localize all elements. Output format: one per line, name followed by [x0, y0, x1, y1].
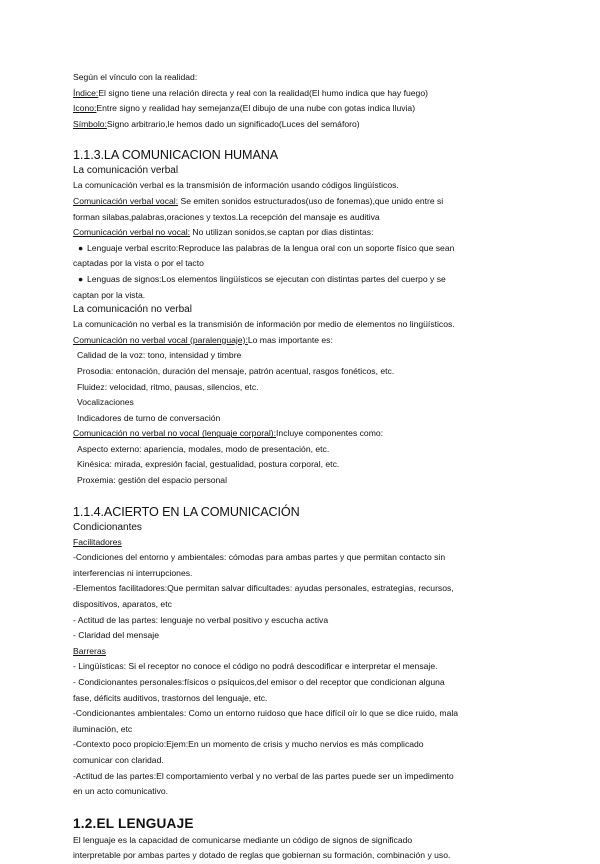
signs-intro: Según el vínculo con la realidad:	[73, 72, 198, 82]
verbal-novocal-line	[73, 225, 533, 241]
facilitadores-line: dispositivos, aparatos, etc	[73, 599, 172, 610]
verbal-novocal-text: No utilizan sonidos,se captan por dias distintas:	[190, 227, 374, 238]
barreras-line: -Contexto poco propicio:Ejem:En un momento de crisis y mucho nervios es más complicado	[73, 739, 424, 750]
bullet-signos-line2: captan por la vista.	[73, 289, 146, 300]
heading-comunicacion-no-verbal: La comunicación no verbal	[73, 304, 192, 316]
icono-text: Entre signo y realidad hay semejanza(El dibujo de una nube con gotas indica lluvia)	[96, 103, 416, 114]
bullet-icon: ●	[78, 273, 84, 284]
paralenguaje-item: Indicadores de turno de conversación	[77, 412, 221, 423]
paralenguaje-item: Vocalizaciones	[77, 397, 134, 408]
heading-condicionantes: Condicionantes	[73, 521, 142, 533]
corporal-label: Comunicación no verbal no vocal (lenguaje corporal):	[73, 428, 277, 439]
facilitadores-line: -Condiciones del entorno y ambientales: cómodas para ambas partes y que permitan contacto sin	[73, 552, 446, 563]
barreras-line: -Actitud de las partes:El comportamiento verbal y no verbal de las partes puede ser un impedimento	[73, 770, 454, 781]
barreras-line: en un acto comunicativo.	[73, 786, 169, 797]
section-title-comunicacion-humana: 1.1.3.LA COMUNICACION HUMANA	[73, 148, 279, 163]
section-title-lenguaje: 1.2.EL LENGUAJE	[73, 815, 194, 831]
bullet-escrito-text: Lenguaje verbal escrito:Reproduce las palabras de la lengua oral con un soporte físico que sean	[87, 242, 455, 253]
facilitadores-line: interferencias ni interrupciones.	[73, 567, 193, 578]
heading-comunicacion-verbal: La comunicación verbal	[73, 165, 179, 177]
bullet-escrito-line2: captadas por la vista o por el tacto	[73, 258, 204, 269]
corporal-text: Incluye componentes como:	[276, 428, 384, 439]
indice-label: Índice:	[73, 87, 99, 98]
document-page	[73, 70, 533, 864]
verbal-vocal-label: Comunicación verbal vocal:	[73, 195, 179, 206]
paralenguaje-line	[73, 333, 533, 349]
facilitadores-line: - Claridad del mensaje	[73, 630, 159, 641]
verbal-definition: La comunicación verbal es la transmisión de información usando códigos lingüísticos.	[73, 180, 399, 191]
noverbal-definition: La comunicación no verbal es la transmisión de información por medio de elementos no lingüísticos.	[73, 319, 455, 330]
barreras-label: Barreras	[73, 645, 106, 656]
barreras-line: comunicar con claridad.	[73, 754, 164, 765]
facilitadores-line: - Actitud de las partes: lenguaje no verbal positivo y escucha activa	[73, 614, 329, 625]
barreras-line: fase, déficits auditivos, trastornos del lenguaje, etc.	[73, 692, 268, 703]
corporal-line	[73, 426, 533, 442]
bullet-signos-line1	[73, 272, 533, 288]
section-title-acierto: 1.1.4.ACIERTO EN LA COMUNICACIÓN	[73, 504, 300, 519]
bullet-escrito-line1	[73, 241, 533, 257]
paralenguaje-item: Calidad de la voz: tono, intensidad y timbre	[77, 350, 242, 361]
corporal-item: Aspecto externo: apariencia, modales, modo de presentación, etc.	[77, 443, 330, 454]
facilitadores-label: Facilitadores	[73, 536, 122, 547]
barreras-line: - Condicionantes personales:físicos o psíquicos,del emisor o del receptor que condicionan alguna	[73, 677, 445, 687]
verbal-vocal-text: Se emiten sonidos estructurados(uso de fonemas),que unido entre si	[178, 195, 444, 206]
barreras-line: iluminación, etc	[73, 723, 133, 734]
facilitadores-line: -Elementos facilitadores:Que permitan salvar dificultades: ayudas personales, estrategias, recursos,	[73, 583, 454, 594]
paralenguaje-label: Comunicación no verbal vocal (paralenguaje):	[73, 334, 248, 345]
verbal-novocal-label: Comunicación verbal no vocal:	[73, 227, 191, 238]
verbal-vocal-line1	[73, 194, 533, 210]
corporal-item: Proxemia: gestión del espacio personal	[77, 475, 228, 486]
sign-indice	[73, 86, 533, 102]
corporal-item: Kinésica: mirada, expresión facial, gestualidad, postura corporal, etc.	[77, 459, 340, 470]
simbolo-text: Signo arbitrario,le hemos dado un significado(Luces del semáforo)	[106, 118, 360, 129]
indice-text: El signo tiene una relación directa y real con la realidad(El humo indica que hay fuego)	[98, 87, 428, 98]
lenguaje-line: interpretable por ambas partes y dotado de reglas que gobiernan su formación, combinación y uso.	[73, 850, 451, 861]
bullet-signos-text: Lenguas de signos:Los elementos lingüísticos se ejecutan con distintas partes del cuerpo y se	[87, 273, 446, 284]
lenguaje-line: El lenguaje es la capacidad de comunicarse mediante un código de signos de significado	[73, 834, 413, 845]
simbolo-label: Símbolo:	[73, 118, 107, 129]
bullet-icon: ●	[78, 242, 84, 253]
paralenguaje-item: Fluidez: velocidad, ritmo, pausas, silencios, etc.	[77, 381, 259, 392]
sign-icono	[73, 101, 533, 117]
paralenguaje-item: Prosodia: entonación, duración del mensaje, patrón acentual, rasgos fonéticos, etc.	[77, 365, 395, 376]
verbal-vocal-line2: forman silabas,palabras,oraciones y textos.La recepción del mansaje es auditiva	[73, 211, 380, 222]
barreras-line: - Lingüísticas: Si el receptor no conoce el código no podrá descodificar e interpretar el mensaje.	[73, 661, 438, 672]
barreras-line: -Condicionantes ambientales: Como un entorno ruidoso que hace difícil oír lo que se dice ruido, mala	[73, 708, 459, 719]
sign-simbolo	[73, 117, 533, 133]
paralenguaje-text: Lo mas importante es:	[247, 334, 333, 345]
icono-label: Icono:	[73, 103, 97, 114]
